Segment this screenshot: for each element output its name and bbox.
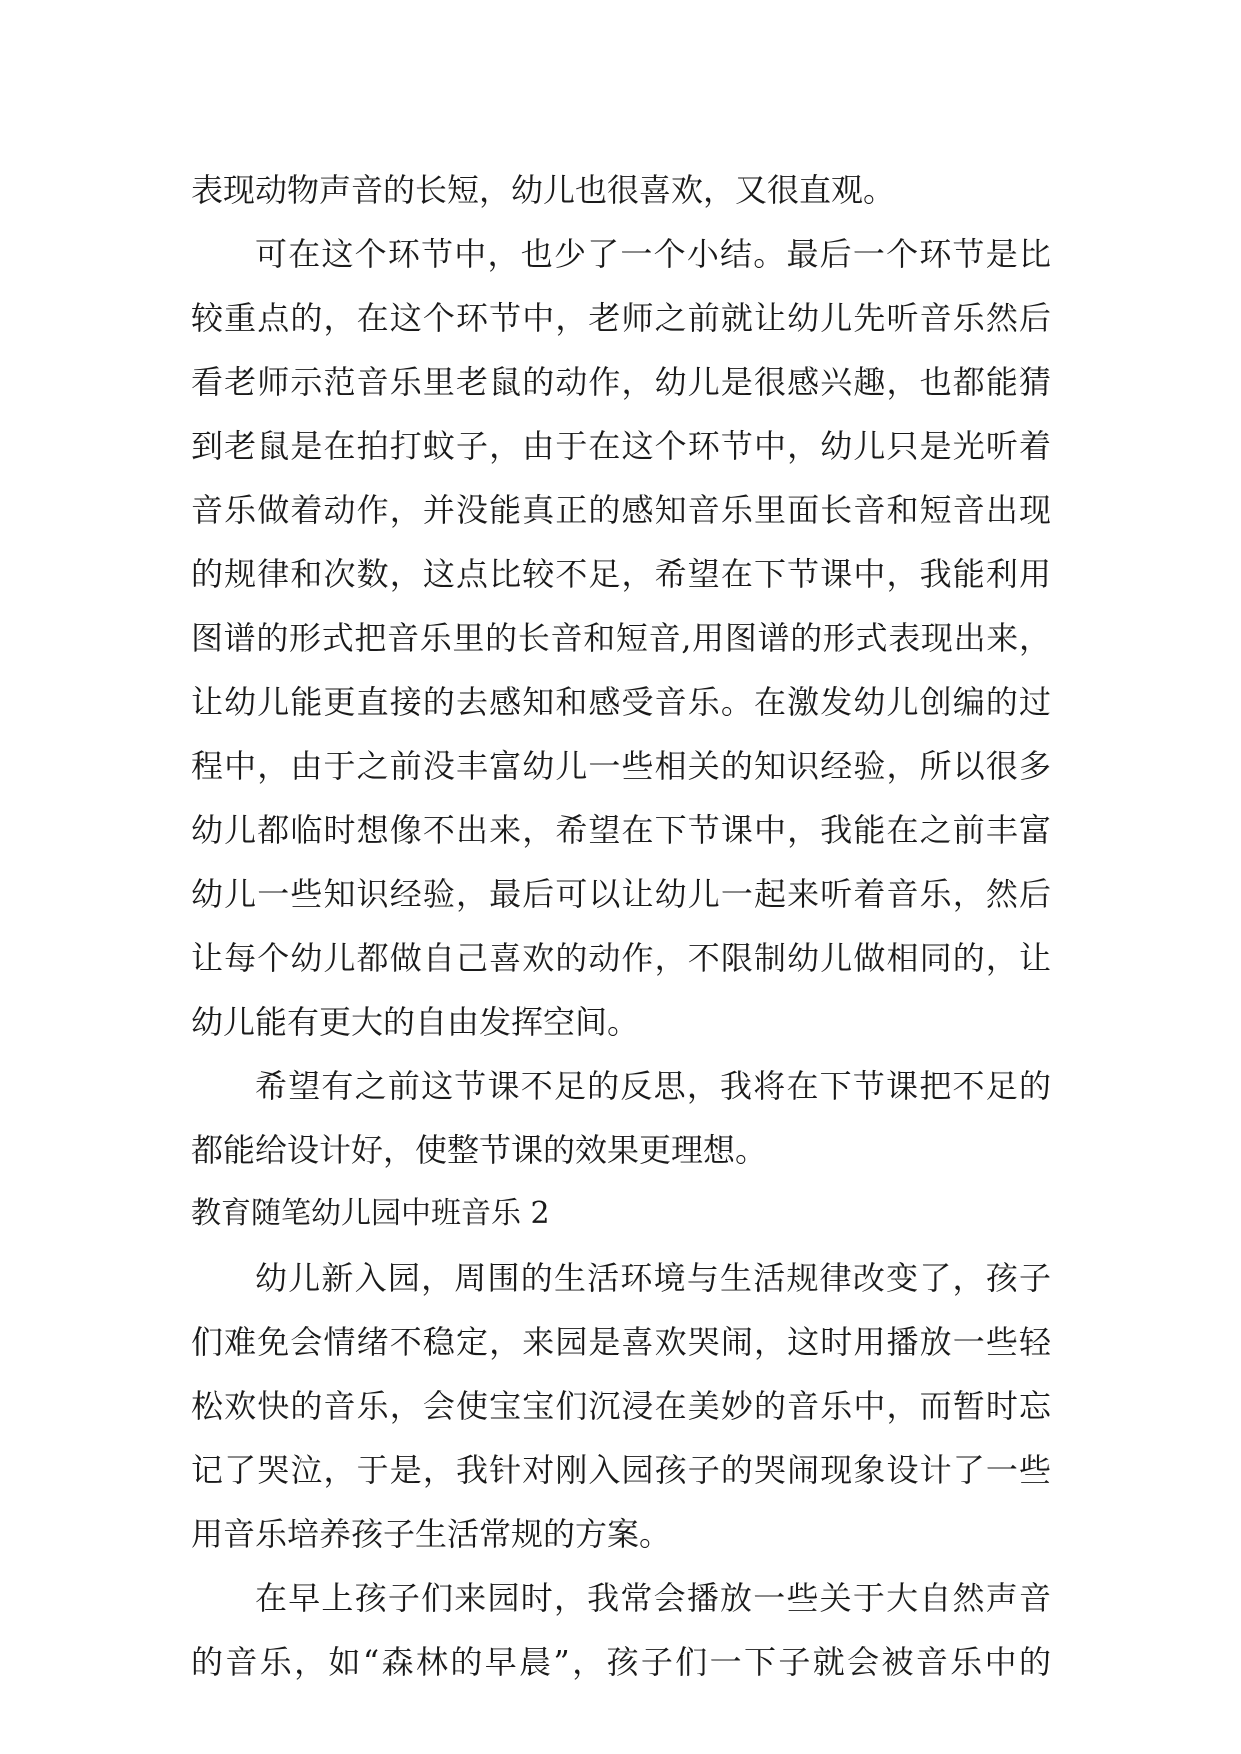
text-line: 到老鼠是在拍打蚊子，由于在这个环节中，幼儿只是光听着: [191, 427, 1051, 465]
paragraph-first-line: 在早上孩子们来园时，我常会播放一些关于大自然声音: [255, 1579, 1051, 1617]
text-line: 让每个幼儿都做自己喜欢的动作，不限制幼儿做相同的，让: [191, 939, 1051, 977]
text-line: 较重点的，在这个环节中，老师之前就让幼儿先听音乐然后: [191, 299, 1051, 337]
text-line: 松欢快的音乐，会使宝宝们沉浸在美妙的音乐中，而暂时忘: [191, 1387, 1051, 1425]
text-line: 记了哭泣，于是，我针对刚入园孩子的哭闹现象设计了一些: [191, 1451, 1051, 1489]
text-line: 幼儿都临时想像不出来，希望在下节课中，我能在之前丰富: [191, 811, 1051, 849]
text-line: 看老师示范音乐里老鼠的动作，幼儿是很感兴趣，也都能猜: [191, 363, 1051, 401]
text-line: 用音乐培养孩子生活常规的方案。: [191, 1515, 672, 1553]
paragraph-first-line: 可在这个环节中，也少了一个小结。最后一个环节是比: [255, 235, 1051, 273]
document-body: [191, 158, 1051, 1694]
text-line: 的音乐，如“森林的早晨”，孩子们一下子就会被音乐中的: [191, 1643, 1051, 1681]
paragraph-first-line: 希望有之前这节课不足的反思，我将在下节课把不足的: [255, 1067, 1051, 1105]
text-line: 幼儿一些知识经验，最后可以让幼儿一起来听着音乐，然后: [191, 875, 1051, 913]
text-line: 们难免会情绪不稳定，来园是喜欢哭闹，这时用播放一些轻: [191, 1323, 1051, 1361]
text-line: 让幼儿能更直接的去感知和感受音乐。在激发幼儿创编的过: [191, 683, 1051, 721]
text-line: 表现动物声音的长短，幼儿也很喜欢，又很直观。: [191, 171, 896, 209]
text-line: 幼儿能有更大的自由发挥空间。: [191, 1003, 640, 1041]
paragraph-first-line: 幼儿新入园，周围的生活环境与生活规律改变了，孩子: [255, 1259, 1051, 1297]
text-line: 图谱的形式把音乐里的长音和短音,用图谱的形式表现出来，: [191, 619, 1051, 657]
text-line: 都能给设计好，使整节课的效果更理想。: [191, 1131, 768, 1169]
text-line: 音乐做着动作，并没能真正的感知音乐里面长音和短音出现: [191, 491, 1051, 529]
text-line: 程中，由于之前没丰富幼儿一些相关的知识经验，所以很多: [191, 747, 1051, 785]
section-title: 教育随笔幼儿园中班音乐 2: [191, 1196, 550, 1231]
text-line: 的规律和次数，这点比较不足，希望在下节课中，我能利用: [191, 555, 1051, 593]
